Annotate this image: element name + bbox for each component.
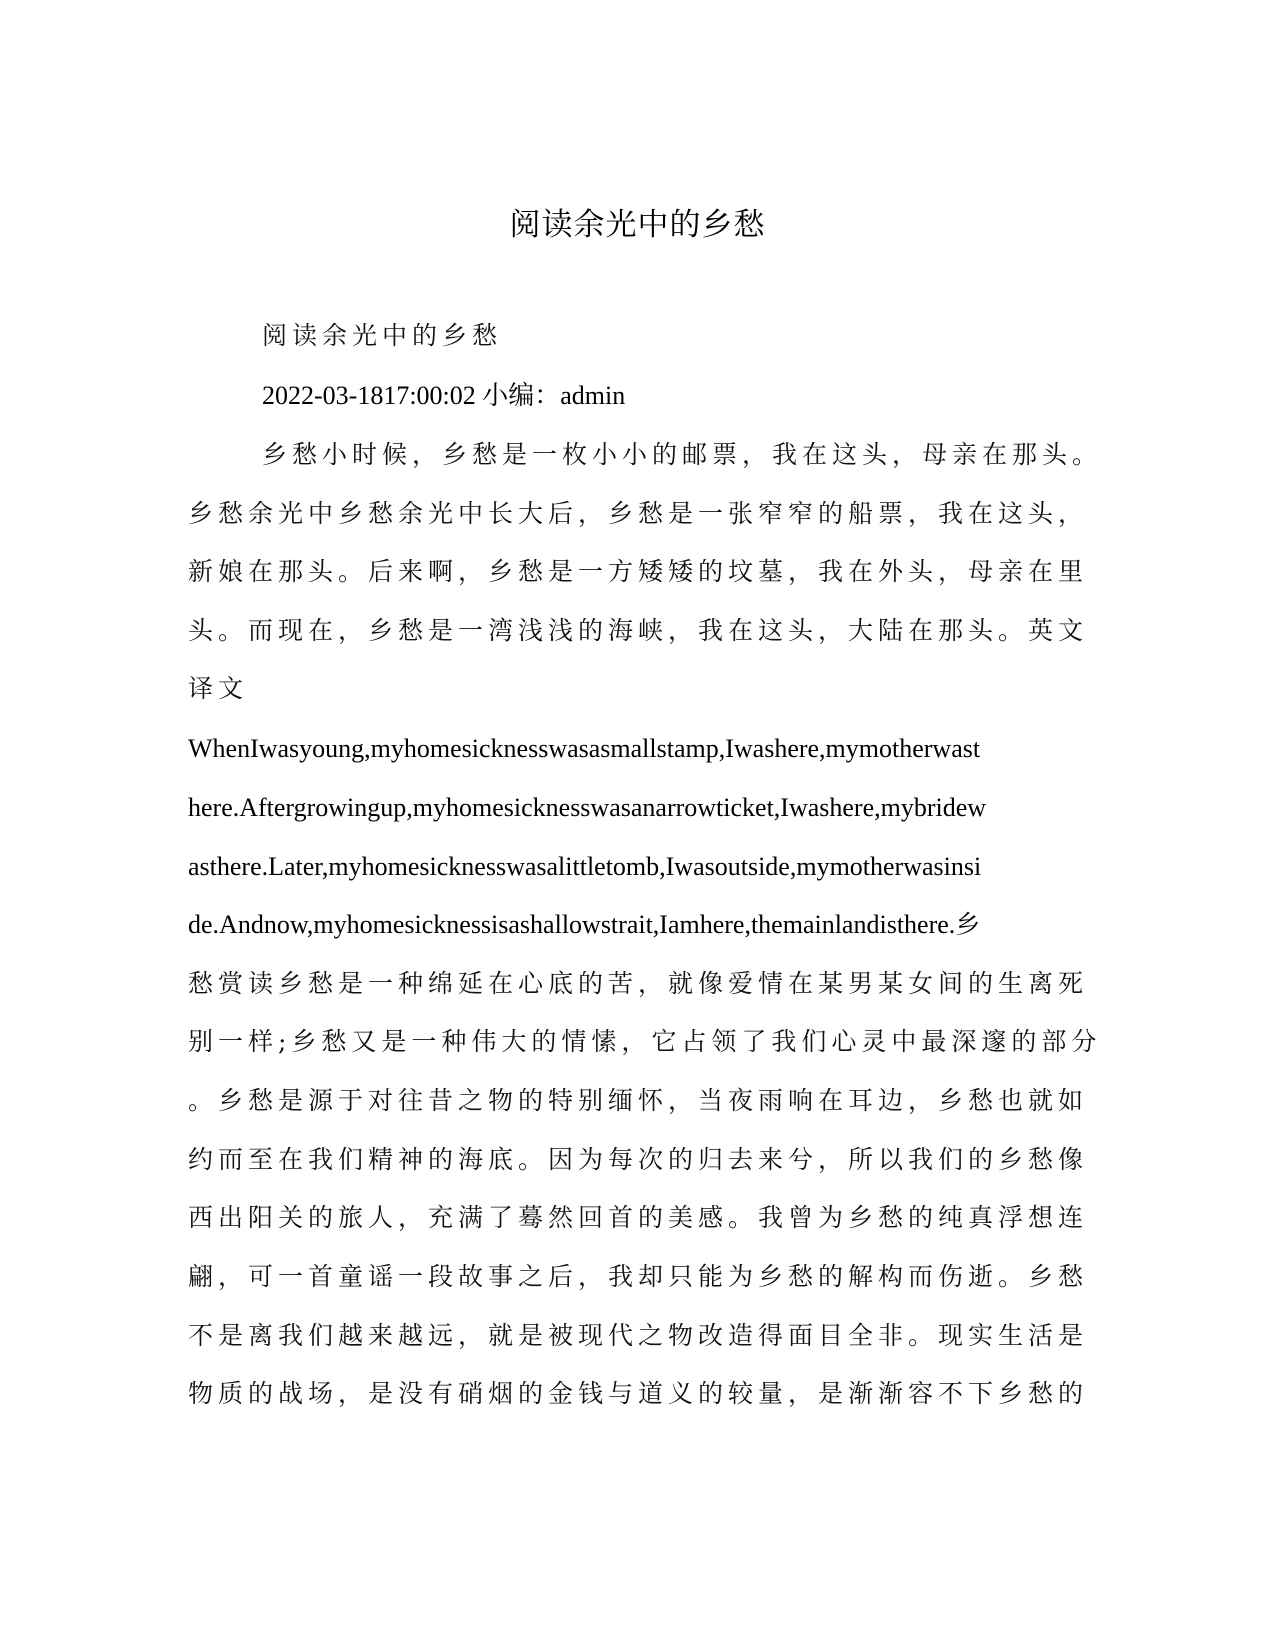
english-line-3: asthere.Later,myhomesicknesswasalittletomb,Iwasoutside,mymotherwasinsi <box>188 852 982 881</box>
document-title: 阅读余光中的乡愁 <box>509 207 766 243</box>
english-line-4-tail: 乡 <box>955 910 986 939</box>
english-line-4-text: de.Andnow,myhomesicknessisashallowstrait,Iamhere,themainlandisthere. <box>188 910 956 939</box>
publish-meta: 2022-03-1817:00:02 小编：admin <box>262 381 626 410</box>
body-line-2: 乡愁余光中乡愁余光中长大后，乡愁是一张窄窄的船票，我在这头， <box>188 499 1089 528</box>
body-line-17: 物质的战场，是没有硝烟的金钱与道义的较量，是渐渐容不下乡愁的 <box>188 1379 1089 1408</box>
body-line-4: 头。而现在，乡愁是一湾浅浅的海峡，我在这头，大陆在那头。英文 <box>188 616 1089 645</box>
english-line-2: here.Aftergrowingup,myhomesicknesswasanarrowticket,Iwashere,mybridew <box>188 793 987 822</box>
body-line-1: 乡愁小时候，乡愁是一枚小小的邮票，我在这头，母亲在那头。 <box>262 440 1103 469</box>
body-line-11: 别一样;乡愁又是一种伟大的情愫，它占领了我们心灵中最深邃的部分 <box>188 1027 1102 1056</box>
body-line-16: 不是离我们越来越远，就是被现代之物改造得面目全非。现实生活是 <box>188 1321 1089 1350</box>
body-line-3: 新娘在那头。后来啊，乡愁是一方矮矮的坟墓，我在外头，母亲在里 <box>188 557 1089 586</box>
body-line-5: 译文 <box>188 674 249 703</box>
english-line-1: WhenIwasyoung,myhomesicknesswasasmallstamp,Iwashere,mymotherwast <box>188 734 981 763</box>
body-line-10: 愁赏读乡愁是一种绵延在心底的苦，就像爱情在某男某女间的生离死 <box>188 969 1089 998</box>
body-line-14: 西出阳关的旅人，充满了蓦然回首的美感。我曾为乡愁的纯真浮想连 <box>188 1203 1089 1232</box>
body-line-12: 。乡愁是源于对往昔之物的特别缅怀，当夜雨响在耳边，乡愁也就如 <box>188 1086 1089 1115</box>
body-line-15: 翩，可一首童谣一段故事之后，我却只能为乡愁的解构而伤逝。乡愁 <box>188 1262 1089 1291</box>
english-line-4 <box>188 907 985 943</box>
article-heading: 阅读余光中的乡愁 <box>262 321 503 350</box>
body-line-13: 约而至在我们精神的海底。因为每次的归去来兮，所以我们的乡愁像 <box>188 1145 1089 1174</box>
